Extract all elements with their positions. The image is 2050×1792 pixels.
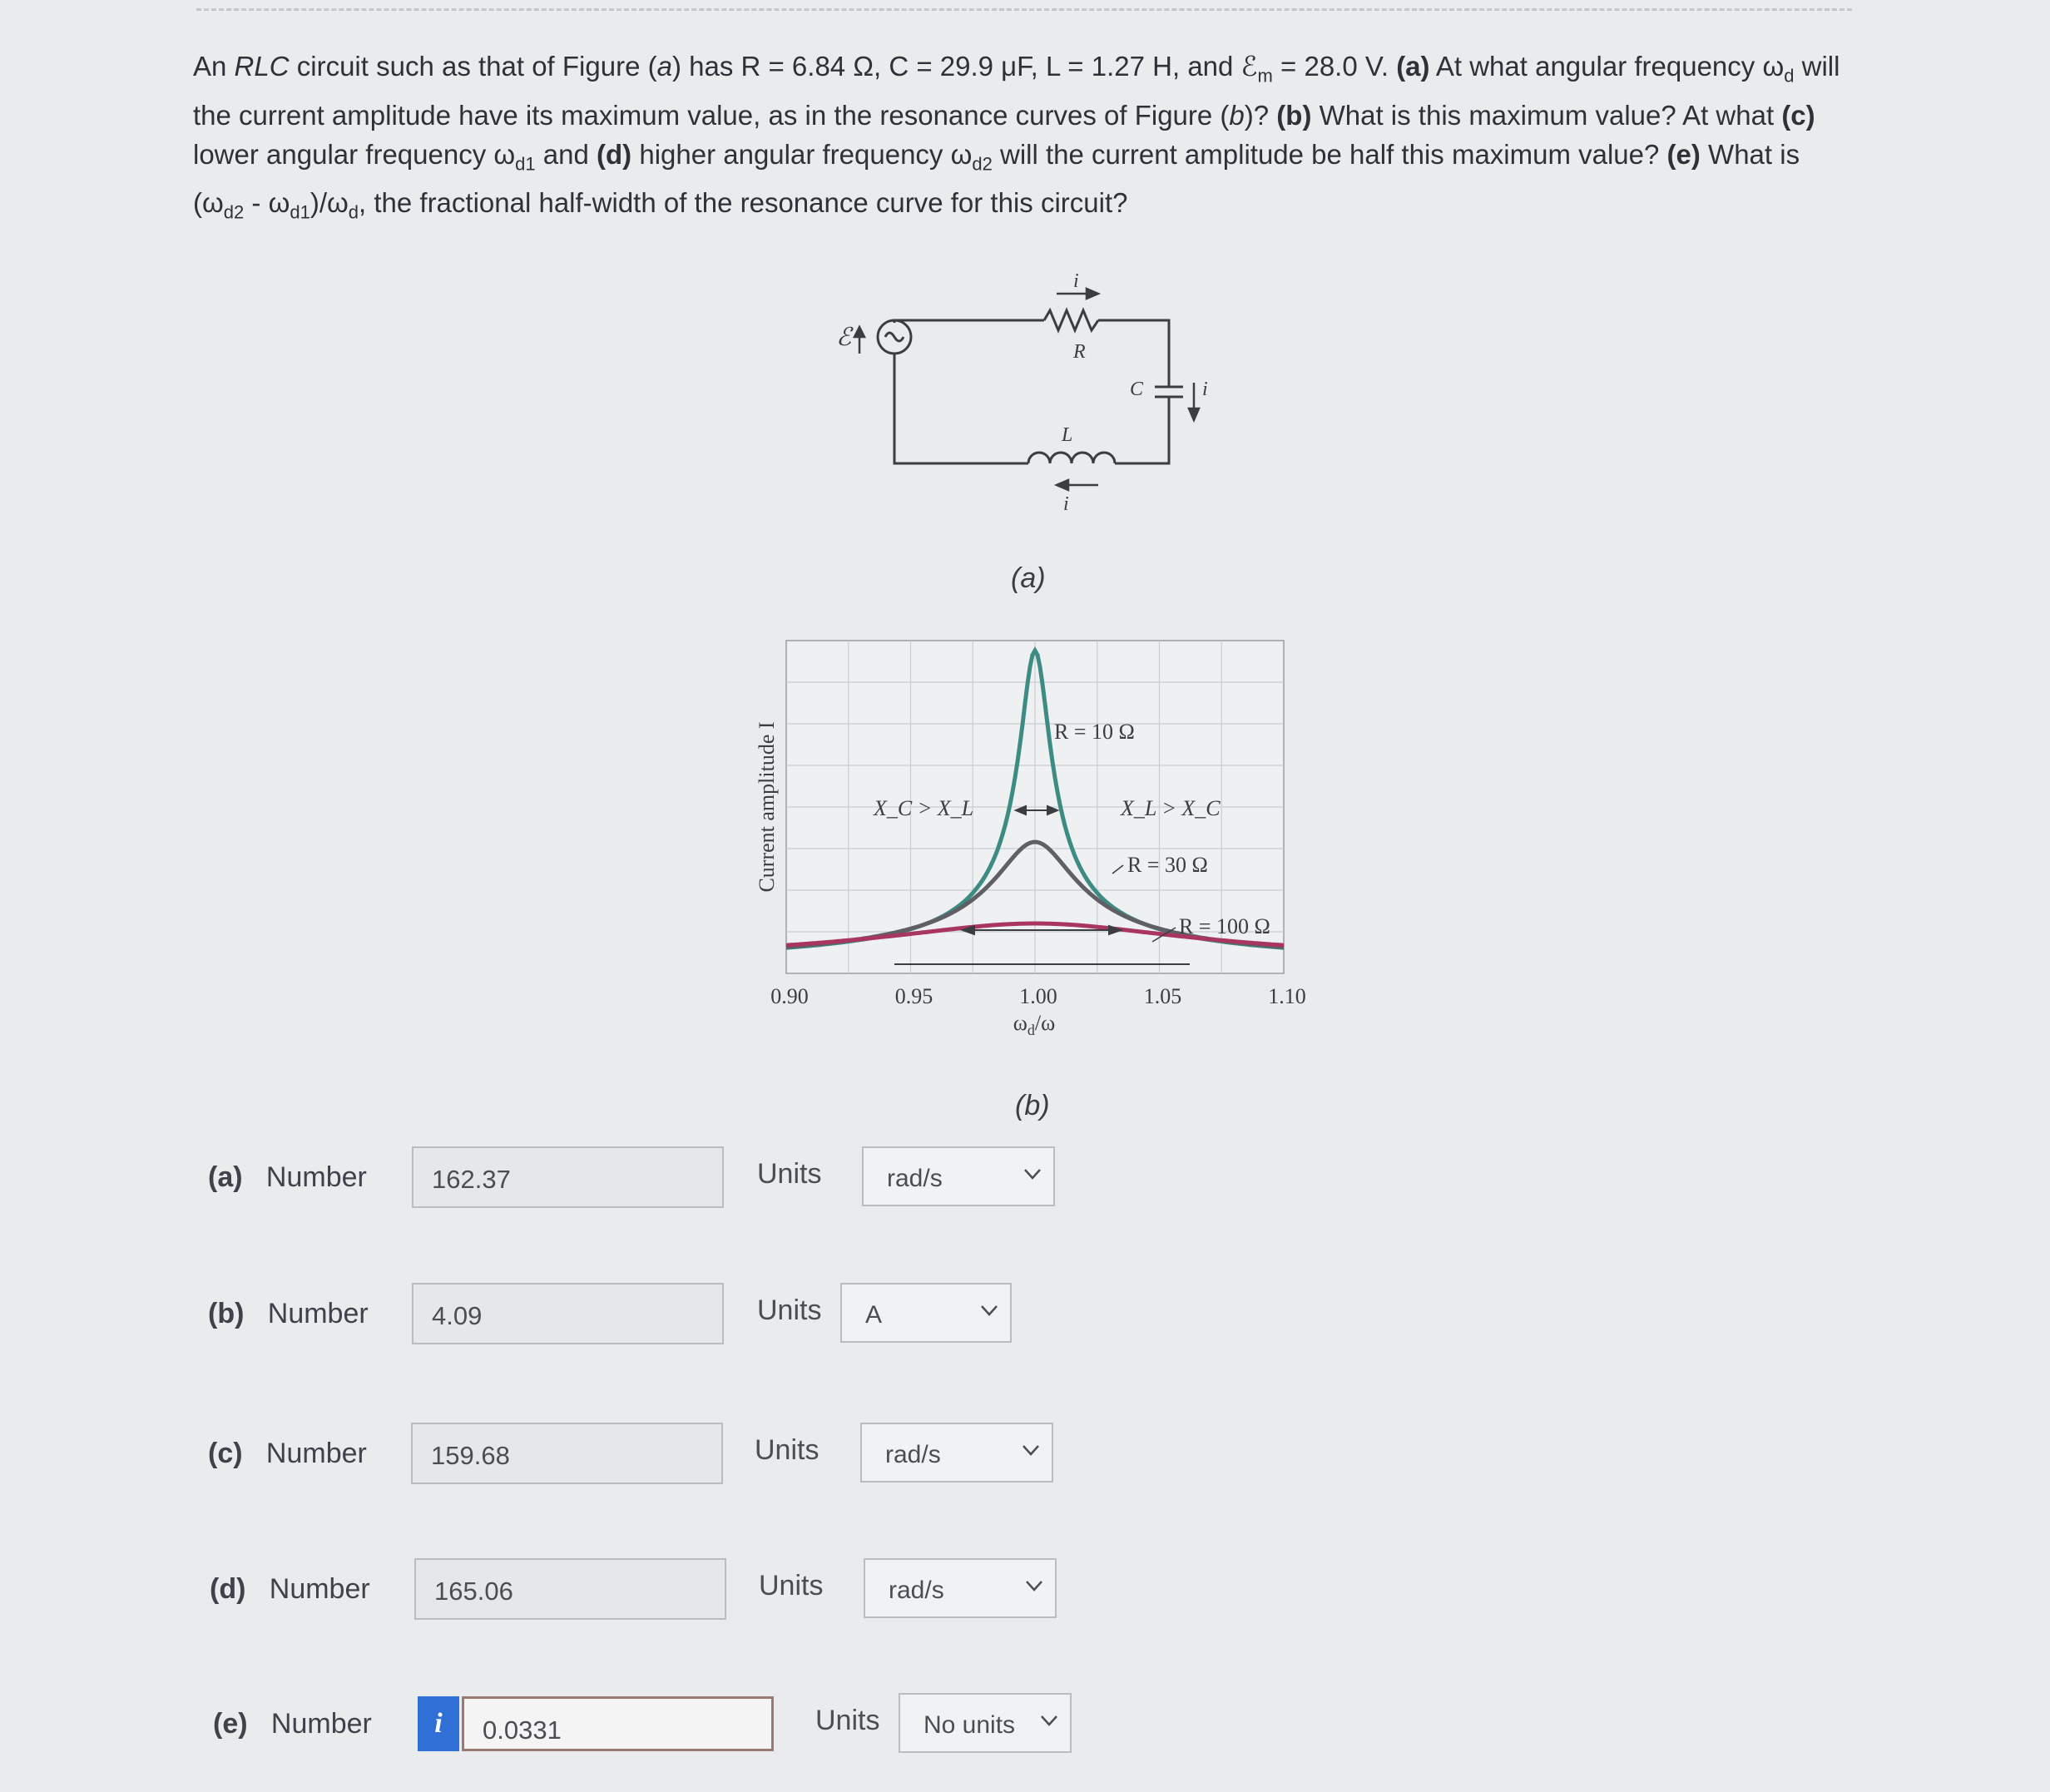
units-dropdown-value: rad/s [887,1165,943,1192]
answer-part-label: (c) Number [208,1438,367,1469]
resonance-curves-chart [745,632,1327,1123]
number-input[interactable]: 0.0331 [462,1696,774,1751]
svg-text:L: L [1062,424,1073,446]
svg-text:R: R [1073,341,1086,363]
answer-row [0,1283,2050,1349]
label-xl-gt-xc: X_L > X_C [1121,796,1221,820]
question-text: An RLC circuit such as that of Figure (a) has R = 6.84 Ω, C = 29.9 μF, L = 1.27 H, and ℰ$_m$ = 28.0 V. (a) At what angular frequency $\omega_d$ will the current amplitude have its maximum value, as in the resonance curves of Figure (b)? (b) What is this maximum value? At what (c) lower angular frequency $\omega_{d1}$ and (d) higher angular frequency $\omega_{d2}$ will the current amplitude be half this maximum value? (e) What is $(\omega_{d2} - \omega_{d1})/\omega_d$, the fractional half-width of the resonance curve for this circuit? [193,51,1840,223]
units-dropdown[interactable] [860,1423,1053,1483]
answer-row [0,1693,2050,1760]
units-dropdown[interactable] [862,1146,1055,1206]
units-dropdown[interactable] [899,1693,1072,1753]
answer-row [0,1146,2050,1213]
answer-part-label: (a) Number [208,1161,367,1193]
label-xc-gt-xl: X_C > X_L [874,796,974,820]
chevron-down-icon [1022,1163,1043,1185]
chevron-down-icon [1023,1575,1045,1596]
x-tick-label: 1.10 [1268,984,1306,1008]
units-label: Units [759,1570,824,1601]
answer-part-label: (e) Number [213,1708,372,1740]
units-dropdown-value: No units [923,1711,1016,1739]
number-input[interactable]: 4.09 [412,1283,724,1344]
svg-text:i: i [1063,493,1069,515]
units-dropdown[interactable] [840,1283,1012,1343]
figure-b-caption: (b) [1015,1090,1050,1121]
label-r30: R = 30 Ω [1127,853,1208,877]
chevron-down-icon [978,1299,1000,1321]
answer-row [0,1558,2050,1625]
units-label: Units [757,1294,822,1326]
number-input[interactable]: 159.68 [411,1423,723,1484]
units-dropdown-value: A [865,1301,883,1329]
y-axis-label: Current amplitude I [755,721,779,893]
label-r10: R = 10 Ω [1054,720,1135,744]
x-tick-label: 1.05 [1143,984,1182,1008]
svg-text:i: i [1202,379,1208,400]
inductor-symbol [1028,453,1115,463]
answer-row [0,1423,2050,1489]
svg-text:C: C [1130,379,1144,400]
figure-a-caption: (a) [1011,562,1046,594]
answer-part-label: (d) Number [210,1573,370,1605]
top-divider [196,0,1852,11]
units-dropdown-value: rad/s [889,1577,944,1604]
label-r100: R = 100 Ω [1179,914,1270,938]
units-dropdown[interactable] [864,1558,1057,1618]
number-input[interactable]: 162.37 [412,1146,724,1208]
x-tick-label: 0.90 [770,984,809,1008]
chevron-down-icon [1020,1439,1042,1461]
answer-part-label: (b) Number [208,1298,369,1329]
svg-text:ℰ: ℰ [836,324,852,351]
rlc-circuit-diagram [824,262,1240,611]
x-tick-label: 0.95 [894,984,933,1008]
units-dropdown-value: rad/s [885,1441,941,1468]
units-label: Units [755,1434,820,1466]
number-input[interactable]: 165.06 [414,1558,726,1620]
info-icon[interactable]: i [418,1696,459,1751]
svg-text:i: i [1073,270,1079,292]
x-tick-label: 1.00 [1019,984,1057,1008]
units-label: Units [757,1158,822,1190]
x-axis-label: $\omega_d/\omega$ [1013,1011,1056,1038]
resistor-symbol [1044,310,1098,330]
chevron-down-icon [1038,1710,1060,1731]
units-label: Units [815,1705,880,1736]
